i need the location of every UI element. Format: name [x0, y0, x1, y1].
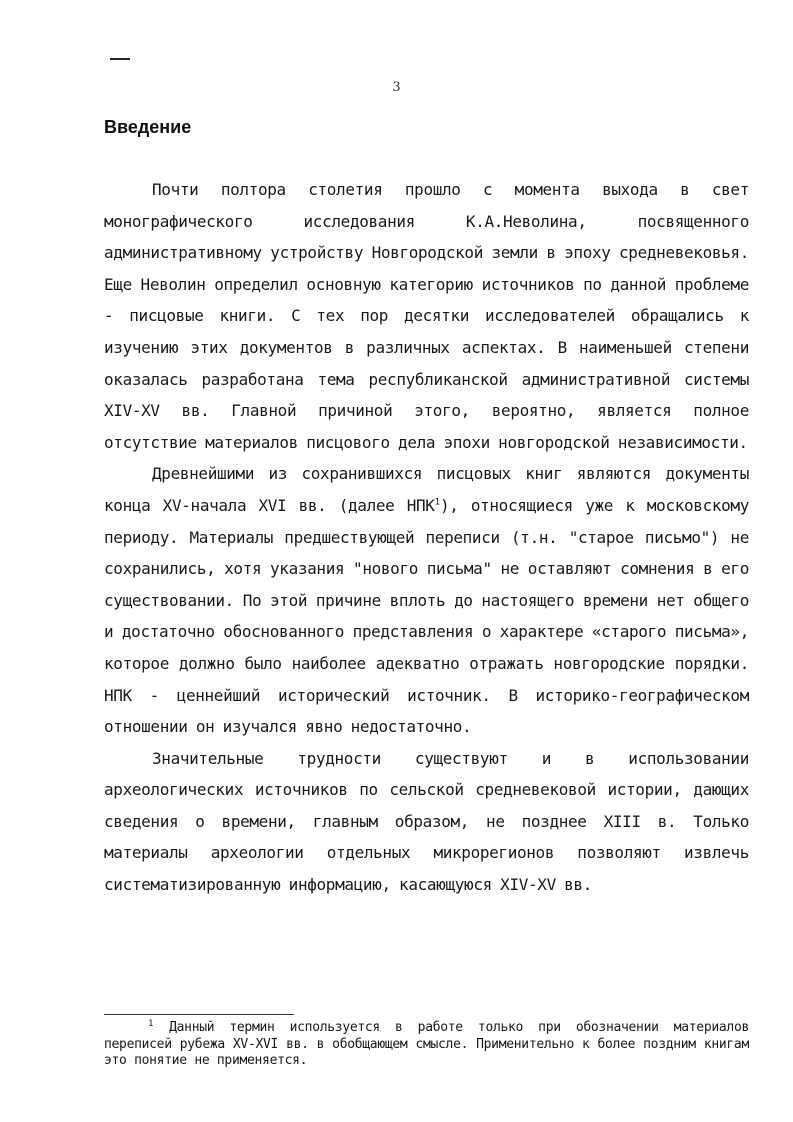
paragraph-2-text-before: Древнейшими из сохранившихся писцовых книг являются документы конца XV-начала XVI вв. (далее НПК: [104, 464, 749, 515]
section-heading: Введение: [104, 117, 192, 137]
corner-mark: [110, 58, 130, 60]
footnote-marker: 1: [148, 1018, 154, 1029]
body-text: [104, 174, 749, 901]
page-number: 3: [392, 80, 401, 95]
paragraph-2: [104, 458, 749, 742]
footnote: [104, 1020, 749, 1070]
paragraph-1: Почти полтора столетия прошло с момента выхода в свет монографического исследования К.А.Неволина, посвященного административному устройству Новгородской земли в эпоху средневековья. Еще Неволин определил основную категорию источников по данной проблеме - писцовые книги. С тех пор десятки исследователей обращались к изучению этих документов в различных аспектах. В наименьшей степени оказалась разработана тема республиканской административной системы XIV-XV вв. Главной причиной этого, вероятно, является полное отсутствие материалов писцового дела эпохи новгородской независимости.: [104, 180, 749, 452]
paragraph-3: Значительные трудности существуют и в использовании археологических источников по сельской средневековой истории, дающих сведения о времени, главным образом, не позднее XIII в. Только материалы археологии отдельных микрорегионов позволяют извлечь систематизированную информацию, касающуюся XIV-XV вв.: [104, 748, 749, 895]
footnote-divider: [104, 1014, 294, 1015]
footnote-text: Данный термин используется в работе только при обозначении материалов переписей рубежа XV-XVI вв. в обобщающем смысле. Применительно к более поздним книгам это понятие не применяется.: [104, 1020, 749, 1068]
footnote-reference[interactable]: 1: [434, 497, 440, 508]
paragraph-2-text-after: ), относящиеся уже к московскому периоду. Материалы предшествующей переписи (т.н. "старое письмо") не сохранились, хотя указания "нового письма" не оставляют сомнения в его существовании. По этой причине вплоть до настоящего времени нет общего и достаточно обоснованного представления о характере «старого письма», которое должно было наиболее адекватно отражать новгородские порядки. НПК - ценнейший исторический источник. В историко-географическом отношении он изучался явно недостаточно.: [104, 495, 749, 737]
